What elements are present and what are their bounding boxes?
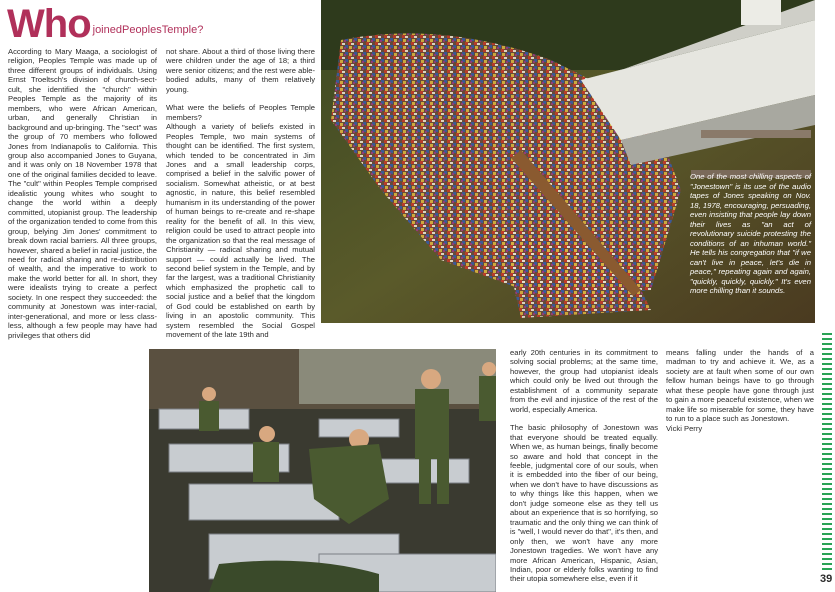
text-column-2 bbox=[166, 47, 315, 340]
column-1-paragraph: According to Mary Maaga, a sociologist of religion, Peoples Temple was made up of three different groups of individuals. Using Ernst Troeltsch's division of church-sect-cult, she identified the "church" within Peoples Temple as the majority of its members, who were African American, urban, and generally Christian in background and up-bringing. The "sect" was the group of 70 members who followed Jones from Indianapolis to California. This group also accompanied Jones to Guyana, and it was only on 18 November 1978 that one of the original families decided to leave. The "cult" within Peoples Temple comprised idealistic young whites who sought to change the world within a deeply committed, utopianist group. The leadership of the organization tended to come from this group, belying Jim Jones' commitment to break down racial barriers. All three groups, however, shared a belief in racial justice, the need for radical sharing and re-distribution of wealth, and the imperative to work to make the world better for all. In short, they were idealists trying to create a perfect society. In one respect they succeeded: the community at Jonestown was inter-racial, inter-generational, and more or less class-less, although a few people may have had privileges that others did bbox=[8, 47, 158, 340]
title-main: Who bbox=[7, 2, 91, 46]
author-signature: Vicki Perry bbox=[666, 423, 703, 433]
column-2-paragraph-1: not share. About a third of those living there were children under the age of 18; a third were senior citizens; and the rest were able-bodied adults, many of them relatively young. bbox=[166, 47, 315, 94]
page-number: 39 bbox=[820, 573, 833, 585]
column-4-paragraph-1: means falling under the hands of a madman to try and achieve it. We, as a society are at fault when some of our own fellow human beings have to go through what these people have gone through just to gain a more peaceful existence, when we make life so miserable for some, they have to run to a place such as Jonestown. bbox=[666, 348, 814, 424]
column-3-paragraph-1: early 20th centuries in its commitment to solving social problems; at the same time, however, the group had utopianist ideals which could only be lived out through the establishment of a community separate from the evil and injustice of the rest of the world, especially America. bbox=[510, 348, 658, 414]
text-column-4 bbox=[666, 348, 814, 433]
text-column-1 bbox=[8, 47, 157, 340]
article-title bbox=[7, 4, 203, 44]
section-question: What were the beliefs of Peoples Temple members? bbox=[166, 103, 315, 122]
decorative-stripe bbox=[822, 333, 832, 573]
column-2-paragraph-2: Although a variety of beliefs existed in Peoples Temple, two main systems of thought can be identified. The first system, which tended to be concentrated in Jim Jones and a small leadership corps, comprised a belief in the salvific power of socialism. Somewhat atheistic, or at best agnostic, in nature, this belief resembled humanism in its understanding of the power of human beings to re-create and re-shape reality for the benefit of all. In this view, religion could be used to attract people into the organization so that the real message of Christianity — radical sharing and mutual support — could actually be lived. The second belief system in the Temple, and by far the largest, was a traditional Christianity which emphasized the prophetic call to social justice and a belief that the kingdom of God could be established on earth by living in an apostolic community. This system resembled the Social Gospel movement of the late 19th and bbox=[166, 122, 315, 340]
column-3-paragraph-2: The basic philosophy of Jonestown was that everyone should be treated equally. When we, as human beings, finally become so aware and hold that concept in the feeble, judgmental core of our souls, when it is embedded into the fiber of our being, when we don't have to have discussions as to why things like this happen, when we don't judge someone else as they tell us about an experience that is so horrifying, so traumatic and the only thing we can think of is "well, I would never do that", it's then, and only then, we won't have any more Jonestown tragedies. We won't have any more African American, Hispanic, Asian, Indian, poor or elderly folks wanting to find their utopia somewhere else, even if it bbox=[510, 423, 658, 584]
text-column-3 bbox=[510, 348, 658, 584]
photo-caption: One of the most chilling aspects of "Jonestown" is its use of the audio tapes of Jones speaking on Nov. 18, 1978, encouraging, persuading, even insisting that people lay down their lives as "an act of revolutionary suicide protesting the conditions of an inhuman world." He tells his congregation that "if we can't live in peace, let's die in peace," repeating again and again, "quickly, quickly, quickly." It's even more chilling than it sounds. bbox=[690, 172, 811, 295]
title-sub: joinedPeoplesTemple? bbox=[92, 24, 204, 36]
soldiers-coffins-photo bbox=[149, 349, 496, 592]
